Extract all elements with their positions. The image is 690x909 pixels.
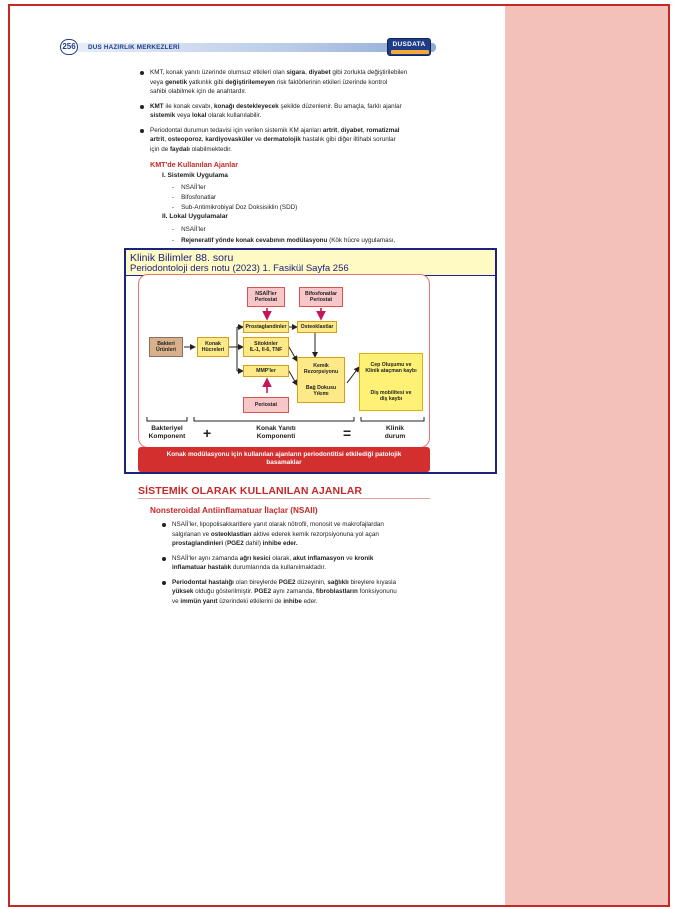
text-run: artrit <box>322 126 338 134</box>
text-run: değiştirilemeyen <box>225 78 275 86</box>
text-run: olarak, <box>270 554 293 562</box>
pathway-diagram <box>138 274 430 448</box>
text-run: , <box>362 126 367 134</box>
text-run: immün yanıt <box>180 597 218 605</box>
text-run: inhibe eder. <box>262 540 298 547</box>
text-run: dermatolojik <box>263 136 301 143</box>
text-run: düzeyinin, <box>295 578 328 586</box>
text-run: fonksiyonunu <box>357 588 397 595</box>
text-run: osteoklastları <box>210 530 252 538</box>
text-run: olarak kullanılabilir. <box>206 112 262 119</box>
text-run: üzerindeki etkilerini de <box>217 597 284 605</box>
logo-stripe <box>391 50 429 54</box>
text-run: , <box>164 136 168 143</box>
text-run: artrit <box>150 136 165 143</box>
logo-text: DUSDATA <box>392 41 426 48</box>
nsaii-subtitle: Nonsteroidal Antiinflamatuar İlaçlar (NSAII) <box>150 506 318 515</box>
intro-line <box>150 126 450 136</box>
overlay-source-ref: Periodontoloji ders notu (2023) 1. Fasikül Sayfa 256 <box>130 263 349 274</box>
bullet-dot <box>162 523 166 527</box>
intro-line <box>150 111 450 121</box>
osteoclast-box: Osteoklastlar <box>297 321 337 333</box>
bullet-dot <box>162 557 166 561</box>
intro-line <box>150 68 450 78</box>
text-run: olabilmektedir. <box>189 145 232 153</box>
text-run: faydalı <box>169 145 190 153</box>
mobility-loss-label: Diş mobilitesi ve diş kaybı <box>370 390 412 402</box>
text-run: sistemik <box>150 112 176 119</box>
text-run: aktive ederek kemik rezorpsiyonuna yol açan <box>251 530 379 538</box>
nsaii-line <box>172 539 462 549</box>
text-run: KMT, konak yanıtı üzerinde olumsuz etkileri olan <box>150 69 287 76</box>
text-run: sağlıklı <box>327 578 349 586</box>
text-run: fibroblastların <box>315 588 358 595</box>
systemic-item: - NSAİİ'ler <box>172 184 206 191</box>
local-item-1: - NSAİİ'ler <box>172 226 206 233</box>
text-run: ve <box>344 554 355 562</box>
nsaii-periostat-box: NSAİİ'ler Periostat <box>247 287 285 307</box>
text-run: yatkınlık gibi <box>187 78 226 86</box>
mmp-box: MMP'ler <box>243 365 289 377</box>
text-run: hastalık gibi diğer iltihabi sorunlar <box>300 136 396 143</box>
text-run: için de <box>150 145 170 153</box>
nsaii-line <box>172 597 462 607</box>
periostat-box: Periostat <box>243 397 289 413</box>
text-run: sigara <box>286 69 306 76</box>
side-panel <box>505 4 670 907</box>
bullet-dot <box>140 105 144 109</box>
clinical-status-label: Klinik durum <box>384 425 406 440</box>
text-run: NSAİİ'ler aynı zamanda <box>172 554 240 562</box>
text-run: yüksek <box>172 588 194 595</box>
text-run: veya <box>150 78 166 86</box>
systemic-section-title: SİSTEMİK OLARAK KULLANILAN AJANLAR <box>138 485 363 497</box>
text-run: Periodontal hastalığı <box>172 578 234 586</box>
local-title: II. Lokal Uygulamalar <box>162 213 228 220</box>
section-divider <box>138 498 430 499</box>
text-run: aynı zamanda, <box>271 588 316 595</box>
bone-tissue-box <box>297 357 345 403</box>
page-number: 256 <box>60 39 78 55</box>
text-run: genetik <box>165 78 188 86</box>
nsaii-line <box>172 554 462 564</box>
text-run: inflamatuar hastalık <box>172 564 232 571</box>
nsaii-line <box>172 587 462 597</box>
text-run: PGE2 <box>254 588 272 595</box>
text-run: durumlarında da kullanılmaktadır. <box>231 564 327 571</box>
page-header <box>60 39 430 55</box>
text-run: bireylere kıyasla <box>348 578 397 586</box>
text-run: ağrı kesici <box>239 554 271 562</box>
overlay-header <box>126 250 495 276</box>
text-run: Periodontal durumun tedavisi için verilen sistemik KM ajanları <box>150 126 323 134</box>
systemic-item-label: NSAİİ'ler <box>181 184 206 191</box>
bullet-dot <box>140 129 144 133</box>
diagram-caption: Konak modülasyonu için kullanılan ajanların periodontitisi etkilediği patolojik basamaklar <box>138 447 430 472</box>
bacteria-products-box: Bakteri Ürünleri <box>149 337 183 357</box>
text-run: olan bireylerde <box>233 578 279 586</box>
text-run: kardiyovasküler <box>205 136 254 143</box>
text-run: salgılanan ve <box>172 530 211 538</box>
text-run: gibi zorlukla değiştirilebilen <box>330 69 408 76</box>
text-run: diyabet <box>308 69 331 76</box>
intro-line <box>150 87 450 97</box>
text-run: ve <box>172 597 181 605</box>
nsaii-line <box>172 520 462 530</box>
host-component-label: Konak Yanıtı Komponenti <box>256 425 296 440</box>
plus-sign: + <box>203 425 212 441</box>
text-run: PGE2 <box>278 578 296 586</box>
overlay-question-ref: Klinik Bilimler 88. soru <box>130 252 234 264</box>
kmt-agents-heading: KMT'de Kullanılan Ajanlar <box>150 160 239 169</box>
text-run: dahil) <box>243 540 263 547</box>
bifosfonat-periostat-box: Bifosfonatlar Periostat <box>299 287 343 307</box>
pocket-attachment-label: Cep Oluşumu ve Klinik ataçman kaybı <box>365 362 417 374</box>
header-title: DUS HAZIRLIK MERKEZLERİ <box>88 44 180 51</box>
text-run: şekilde düzenlenir. Bu amaçla, farklı ajanlar <box>278 102 402 110</box>
text-run: ile konak cevabı, <box>163 102 215 110</box>
text-run: akut inflamasyon <box>292 554 345 562</box>
intro-line <box>150 78 450 88</box>
text-run: ( <box>223 540 227 547</box>
text-run: veya <box>175 112 193 119</box>
bullet-dot <box>140 71 144 75</box>
bone-resorption-label: Kemik Rezorpsiyonu <box>303 363 339 375</box>
text-run: diyabet <box>340 126 363 134</box>
text-run: sahibi olabilmek için de anahtardır. <box>150 88 247 95</box>
systemic-item-label: Sub-Antimikrobiyal Doz Doksisiklin (SDD) <box>181 204 298 211</box>
systemic-item-label: Bifosfonatlar <box>181 194 217 201</box>
intro-line <box>150 135 450 145</box>
text-run: prostaglandinleri <box>172 540 224 547</box>
clinical-outcome-box <box>359 353 423 411</box>
text-run: inhibe <box>283 597 302 605</box>
text-run: kronik <box>354 554 374 562</box>
bullet-dot <box>162 581 166 585</box>
systemic-item: - Sub-Antimikrobiyal Doz Doksisiklin (SDD) <box>172 204 298 211</box>
text-run: ve <box>253 136 264 143</box>
bacterial-component-label: Bakteriyel Komponent <box>148 425 186 440</box>
text-run: , <box>305 69 309 76</box>
nsaii-line <box>172 578 462 588</box>
text-run: , <box>337 126 341 134</box>
equals-sign: = <box>343 425 352 441</box>
text-run: PGE2 <box>226 540 244 547</box>
text-run: KMT <box>150 102 164 110</box>
text-run: NSAİİ'ler, lipopolisakkaritlere yanıt olarak nötrofil, monosit ve makrofajlardan <box>172 521 384 528</box>
tissue-destruction-label: Bağ Dokusu Yıkımı <box>305 385 337 397</box>
systemic-item: - Bifosfonatlar <box>172 194 217 201</box>
nsaii-line <box>172 563 462 573</box>
cytokine-box: Sitokinler IL-1, Il-6, TNF <box>243 337 289 357</box>
text-run: lokal <box>192 112 207 119</box>
prostaglandin-box: Prostaglandinler <box>243 321 289 333</box>
host-cells-box: Konak Hücreleri <box>197 337 229 357</box>
systemic-title: I. Sistemik Uygulama <box>162 172 228 179</box>
text-run: konağı destekleyecek <box>214 102 279 110</box>
text-run: eder. <box>301 597 318 605</box>
dusdata-logo <box>387 38 431 56</box>
text-run: osteoporoz <box>167 136 202 143</box>
nsaii-line <box>172 530 462 540</box>
text-run: risk faktörlerinin etkileri üzerinde kontrol <box>274 78 388 86</box>
local-item-2: - Rejeneratif yönde konak cevabının modülasyonu (Kök hücre uygulaması, <box>172 237 396 244</box>
text-run: , <box>201 136 206 143</box>
intro-line <box>150 102 450 112</box>
text-run: romatizmal <box>366 126 400 134</box>
intro-line <box>150 145 450 155</box>
text-run: olduğu gösterilmiştir. <box>193 588 255 595</box>
